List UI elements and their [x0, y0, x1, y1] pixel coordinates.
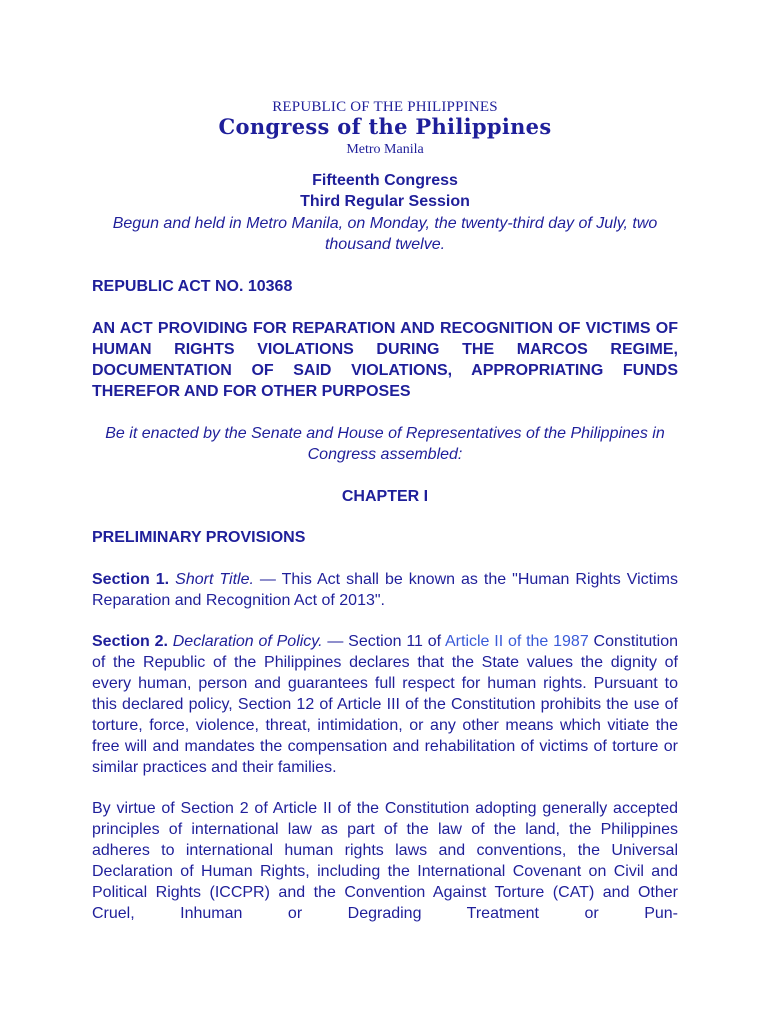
section-1-title: Short Title. — [175, 571, 254, 588]
section-2-label: Section 2. — [92, 633, 168, 650]
session-begun-statement: Begun and held in Metro Manila, on Monday, the twenty-third day of July, two thousand twelve. — [112, 215, 658, 253]
chapter-heading: PRELIMINARY PROVISIONS — [92, 529, 306, 546]
article-ii-link[interactable]: Article II of the 1987 — [445, 633, 589, 650]
congress-number: Fifteenth Congress — [312, 172, 458, 189]
session-name: Third Regular Session — [300, 193, 470, 210]
republic-header: REPUBLIC OF THE PHILIPPINES — [272, 99, 498, 115]
section-2-text-after: Constitution of the Republic of the Philippines declares that the State values the dignity of every human, person and guarantees full respect for human rights. Pursuant to this declared policy, Section 12 of Article III of the Constitution prohibits the use of torture, force, violence, threat, intimidation, or any other means which vitiate the free will and mandates the compensation and rehabilitation of victims of torture or similar practices and their families. — [92, 633, 679, 776]
section-1-label: Section 1. — [92, 571, 170, 588]
location-header: Metro Manila — [346, 142, 424, 157]
congress-header: Congress of the Philippines — [218, 114, 552, 139]
section-2 — [92, 631, 678, 778]
act-number: REPUBLIC ACT NO. 10368 — [92, 278, 293, 295]
section-2-title: Declaration of Policy. — [172, 633, 323, 650]
section-1 — [92, 569, 678, 611]
section-2-text-before: — Section 11 of — [322, 633, 445, 650]
act-title: AN ACT PROVIDING FOR REPARATION AND RECOGNITION OF VICTIMS OF HUMAN RIGHTS VIOLATIONS DURING THE MARCOS REGIME, DOCUMENTATION OF SAID VIOLATIONS, APPROPRIATING FUNDS THEREFOR AND FOR OTHER PURPOSES — [92, 320, 678, 400]
chapter-label: CHAPTER I — [341, 488, 429, 505]
enacting-clause: Be it enacted by the Senate and House of Representatives of the Philippines in Congress assembled: — [105, 425, 665, 463]
section-1-text: — This Act shall be known as the "Human Rights Victims Reparation and Recognition Act of 2013". — [92, 571, 679, 609]
paragraph-3: By virtue of Section 2 of Article II of the Constitution adopting generally accepted principles of international law as part of the law of the land, the Philippines adheres to international human rights laws and conventions, the Universal Declaration of Human Rights, including the International Covenant on Civil and Political Rights (ICCPR) and the Convention Against Torture (CAT) and Other Cruel, Inhuman or Degrading Treatment or Pun- — [92, 800, 678, 922]
